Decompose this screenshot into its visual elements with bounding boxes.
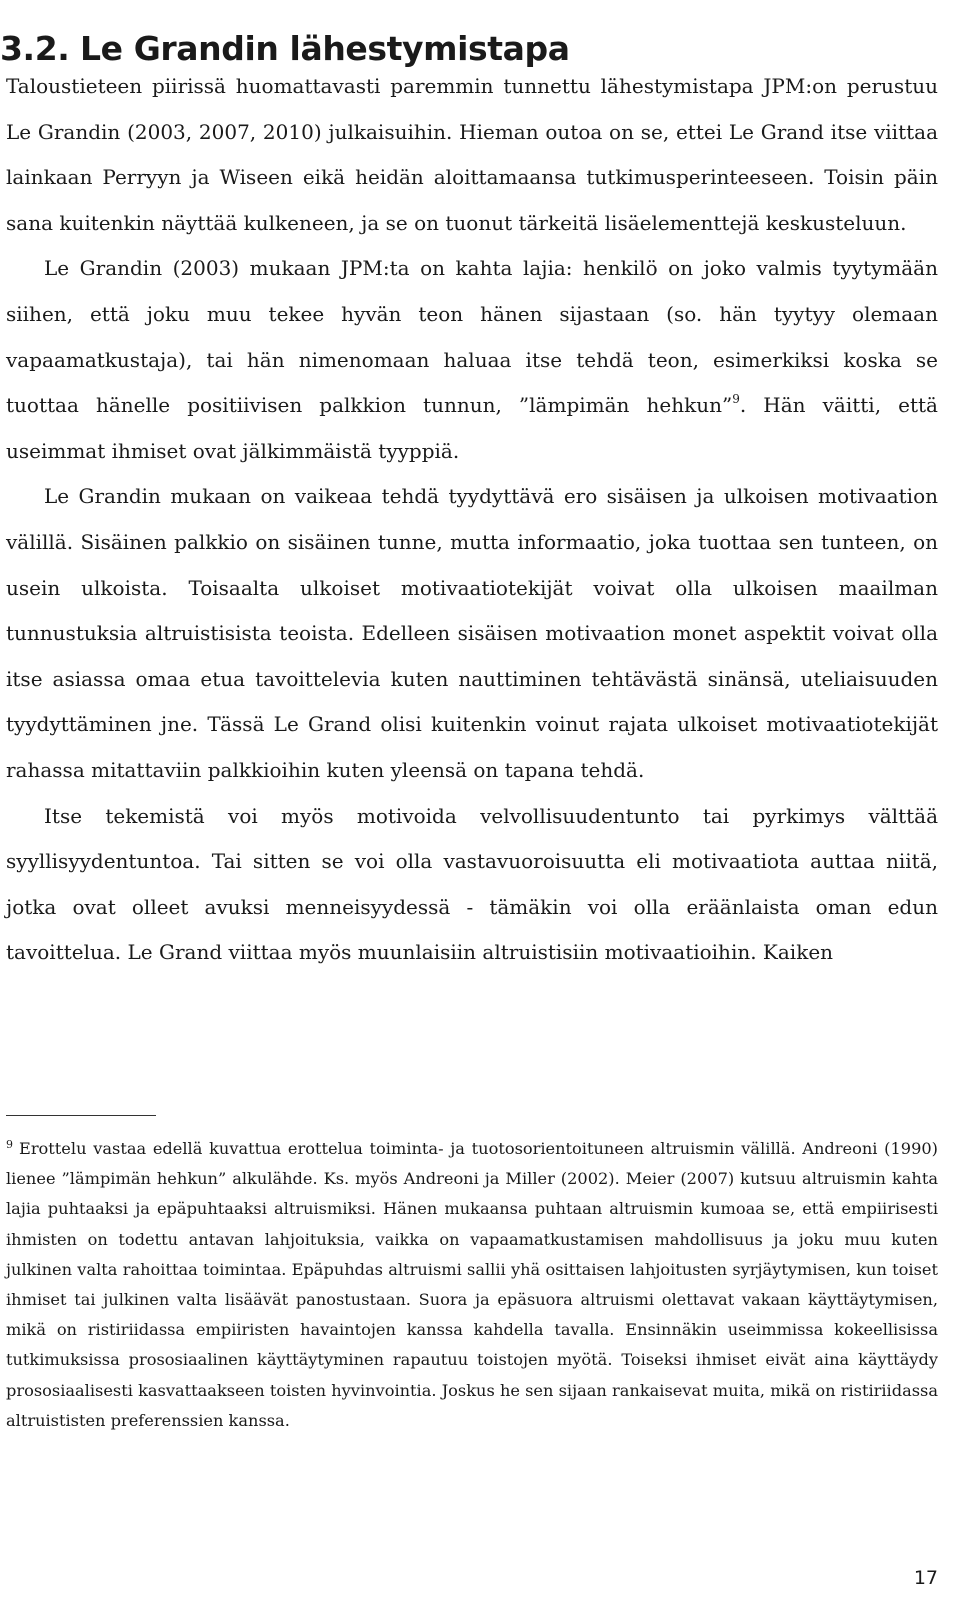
page-number: 17 xyxy=(913,1567,938,1589)
footnote-9 xyxy=(6,1134,938,1436)
paragraph-2-text-end: . Hän väitti, että useimmat ihmiset ovat jälkimmäistä tyyppiä. xyxy=(6,393,938,463)
body-text xyxy=(6,64,938,976)
section-number: 3.2. xyxy=(0,29,70,69)
section-title: Le Grandin lähestymistapa xyxy=(80,29,570,69)
footnotes xyxy=(6,1134,938,1436)
paragraph-2 xyxy=(6,246,938,474)
footnote-reference[interactable]: 9 xyxy=(732,392,740,407)
paragraph-3: Le Grandin mukaan on vaikeaa tehdä tyydyttävä ero sisäisen ja ulkoisen motivaation välillä. Sisäinen palkkio on sisäinen tunne, mutta informaatio, joka tuottaa sen tunteen, on usein ulkoista. Toisaalta ulkoiset motivaatiotekijät voivat olla ulkoisen maailman tunnustuksia altruistisista teoista. Edelleen sisäisen motivaation monet aspektit voivat olla itse asiassa omaa etua tavoittelevia kuten nauttiminen tehtävästä sinänsä, uteliaisuuden tyydyttäminen jne. Tässä Le Grand olisi kuitenkin voinut rajata ulkoiset motivaatiotekijät rahassa mitattaviin palkkioihin kuten yleensä on tapana tehdä. xyxy=(6,484,938,782)
paragraph-2-text: Le Grandin (2003) mukaan JPM:ta on kahta lajia: henkilö on joko valmis tyytymään siihen, että joku muu tekee hyvän teon hänen sijastaan (so. hän tyytyy olemaan vapaamatkustaja), tai hän nimenomaan haluaa itse tehdä teon, esimerkiksi koska se tuottaa hänelle positiivisen palkkion tunnun, ”lämpimän hehkun” xyxy=(6,256,938,418)
paragraph-1: Taloustieteen piirissä huomattavasti paremmin tunnettu lähestymistapa JPM:on perustuu Le Grandin (2003, 2007, 2010) julkaisuihin. Hieman outoa on se, ettei Le Grand itse viittaa lainkaan Perryyn ja Wiseen eikä heidän aloittamaansa tutkimusperinteeseen. Toisin päin sana kuitenkin näyttää kulkeneen, ja se on tuonut tärkeitä lisäelementtejä keskusteluun. xyxy=(6,74,938,235)
footnote-text: Erottelu vastaa edellä kuvattua erottelua toiminta- ja tuotosorientoituneen altruismin välillä. Andreoni (1990) lienee ”lämpimän hehkun” alkulähde. Ks. myös Andreoni ja Miller (2002). Meier (2007) kutsuu altruismin kahta lajia puhtaaksi ja epäpuhtaaksi altruismiksi. Hänen mukaansa puhtaan altruismin kumoaa se, että empiirisesti ihmisten on todettu antavan lahjoituksia, vaikka on vapaamatkustamisen mahdollisuus ja joku muu kuten julkinen valta rahoittaa toimintaa. Epäpuhdas altruismi sallii yhä osittaisen lahjoitusten syrjäytymisen, kun toiset ihmiset tai julkinen valta lisäävät panostustaan. Suora ja epäsuora altruismi olettavat vakaan käyttäytymisen, mikä on ristiriidassa empiiristen havaintojen kanssa kahdella tavalla. Ensinnäkin useimmissa kokeellisissa tutkimuksissa prososiaalinen käyttäytyminen rapautuu toistojen myötä. Toiseksi ihmiset eivät aina käyttäydy prososiaalisesti kasvattaakseen toisten hyvinvointia. Joskus he sen sijaan rankaisevat muita, mikä on ristiriidassa altruististen preferenssien kanssa. xyxy=(6,1139,938,1430)
footnote-divider xyxy=(6,1115,156,1116)
footnote-mark: 9 xyxy=(6,1138,13,1151)
paragraph-4: Itse tekemistä voi myös motivoida velvollisuudentunto tai pyrkimys välttää syyllisyydentuntoa. Tai sitten se voi olla vastavuoroisuutta eli motivaatiota auttaa niitä, jotka ovat olleet avuksi menneisyydessä - tämäkin voi olla eräänlaista oman edun tavoittelua. Le Grand viittaa myös muunlaisiin altruistisiin motivaatioihin. Kaiken xyxy=(6,803,938,965)
